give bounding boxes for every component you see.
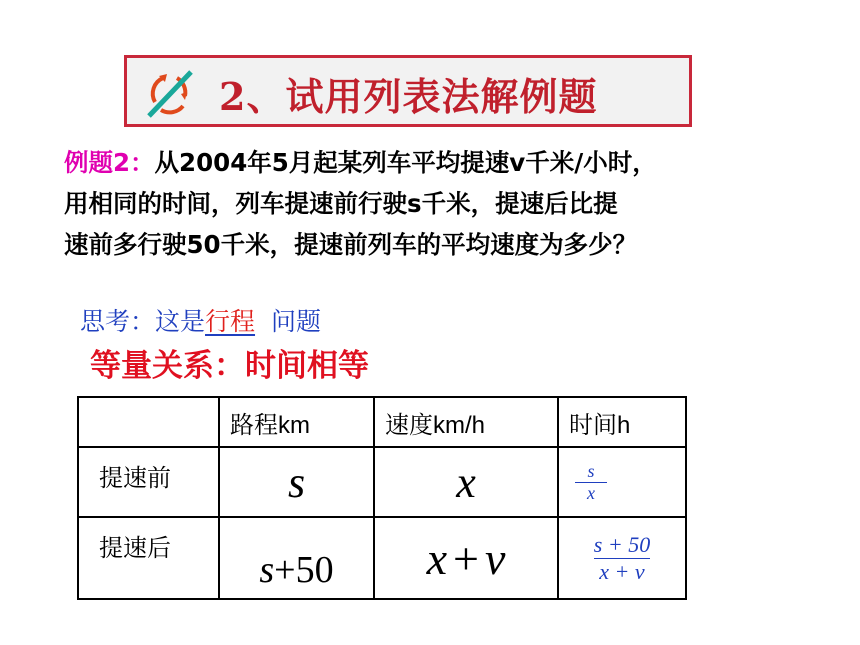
cell-time-after xyxy=(558,517,686,599)
problem-statement xyxy=(64,142,834,265)
header-speed: 速度km/h xyxy=(374,397,558,447)
cell-speed-after: x + v xyxy=(374,517,558,599)
fraction-time-before: $\frac{s}{x}$ xyxy=(575,461,607,504)
table-header-row xyxy=(78,397,686,447)
cell-distance-after: s+50 xyxy=(219,517,374,599)
table-header-empty xyxy=(78,397,219,447)
problem-line-3: 速前多行驶50千米，提速前列车的平均速度为多少？ xyxy=(64,230,638,259)
think-answer: 行程 xyxy=(205,307,256,336)
problem-label: 例题2： xyxy=(64,148,155,177)
row-label-before: 提速前 xyxy=(78,447,219,517)
problem-line-1: 例题2：从2004年5月起某列车平均提速v千米/小时， xyxy=(64,148,657,177)
title-banner xyxy=(124,55,692,127)
row-label-after: 提速后 xyxy=(78,517,219,599)
header-distance: 路程km xyxy=(219,397,374,447)
refresh-icon xyxy=(145,68,195,118)
problem-line-2: 用相同的时间，列车提速前行驶s千米，提速后比提 xyxy=(64,189,618,218)
think-line: 思考：这是行程 问题 xyxy=(80,307,322,336)
cell-time-before xyxy=(558,447,686,517)
table-row xyxy=(78,517,686,599)
solution-table xyxy=(77,396,687,600)
cell-speed-before: x xyxy=(374,447,558,517)
equal-relation: 等量关系：时间相等 xyxy=(90,348,369,384)
fraction-time-after: $\frac{s + 50}{x + v}$ xyxy=(593,531,651,584)
table-row xyxy=(78,447,686,517)
cell-distance-before: s xyxy=(219,447,374,517)
header-time: 时间h xyxy=(558,397,686,447)
page-title: 2、试用列表法解例题 xyxy=(219,74,598,119)
